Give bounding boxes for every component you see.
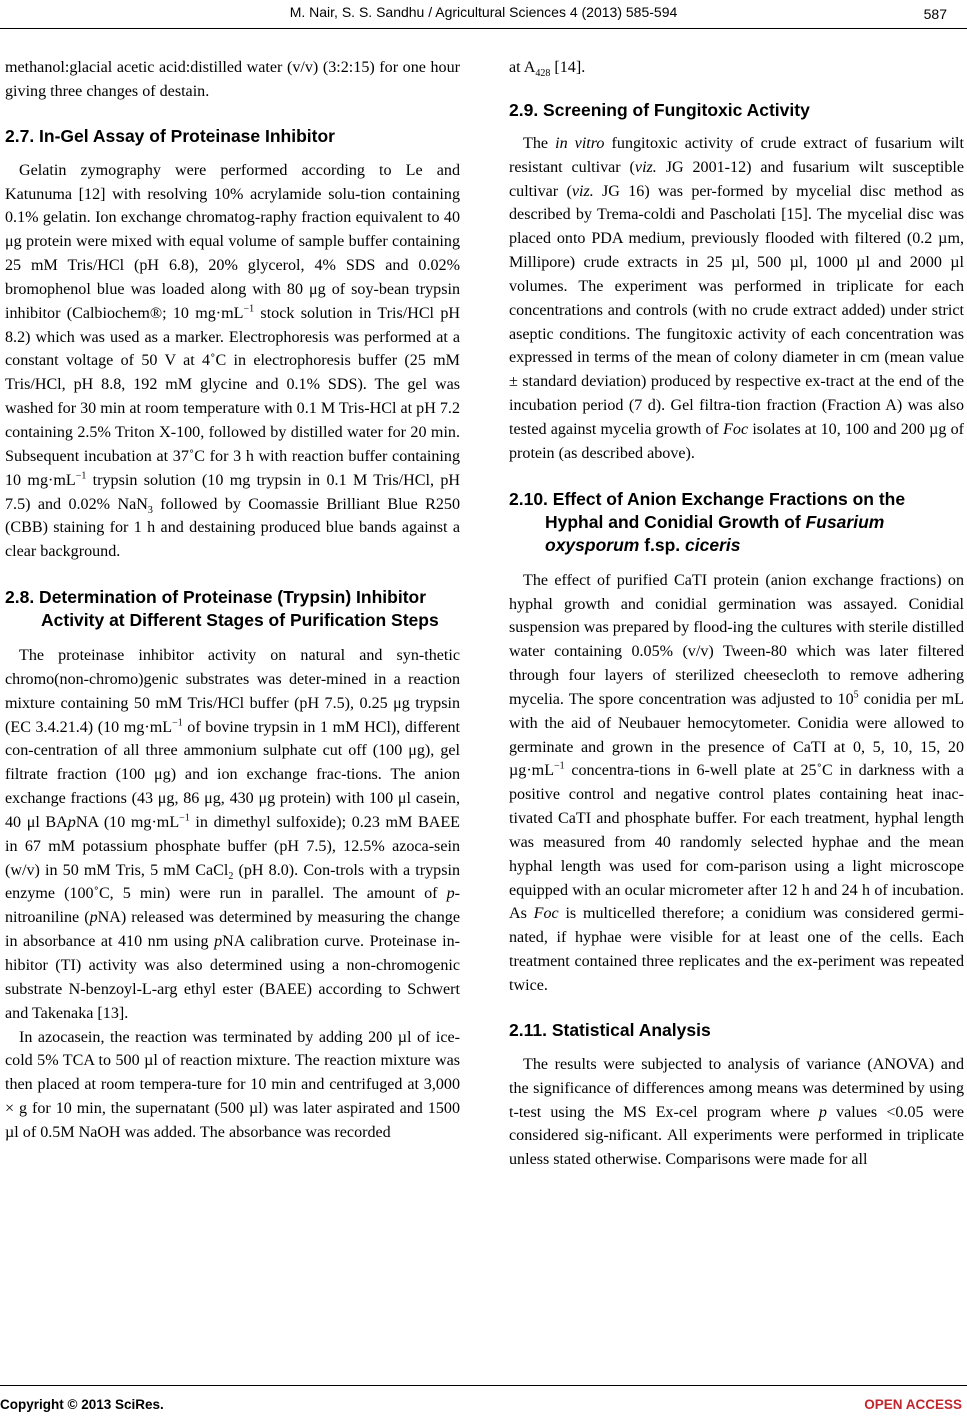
right-column <box>509 56 964 1172</box>
text-fragment: at A <box>509 59 536 76</box>
heading-fragment: f.sp. <box>639 534 686 555</box>
section-2-10-heading <box>509 488 964 557</box>
section-2-11-heading: 2.11. Statistical Analysis <box>509 1019 711 1040</box>
footer-rule <box>0 1385 967 1386</box>
text-subscript: 428 <box>535 68 551 80</box>
text-fragment: [14]. <box>550 59 586 76</box>
paragraph-destain-continued: methanol:glacial acetic acid:distilled water (v/v) (3:2:15) for one hour giving three changes of destain. <box>5 59 460 100</box>
heading-italic: Fusarium oxysporum <box>545 511 885 555</box>
section-2-8-heading: 2.8. Determination of Proteinase (Trypsin) Inhibitor Activity at Different Stages of Purification Steps <box>5 587 439 631</box>
paragraph-fungitoxic: The in vitro fungitoxic activity of crude extract of fusarium wilt resistant cultivar (viz. JG 2001-12) and fusarium wilt susceptible cultivar (viz. JG 16) was per-formed by mycelial disc method as described by Trema-coldi and Pascholati [15]. The mycelial disc was placed onto PDA medium, previously flooded with filtered (0.2 µm, Millipore) crude extracts in 25 µl, 500 µl, 1000 µl and 2000 µl volumes. The experiment was performed in triplicate for each concentrations and controls (with no crude extract added) under strict aseptic conditions. The fungitoxic activity of each concentration was expressed in terms of the mean of colony diameter in cm (mean value ± standard deviation) produced by respective ex-tract at the end of the incubation period (7 d). Gel filtra-tion fraction (Fraction A) was also tested against mycelia growth of Foc isolates at 10, 100 and 200 µg of protein (as described above). <box>509 134 965 462</box>
paragraph-in-gel-assay: Gelatin zymography were performed according to Le and Katunuma [12] with resolving 10% acrylamide solu-tion containing 0.1% gelatin. Ion exchange chromatog-raphy fraction equivalent to 40 μg protein were mixed with equal volume of sample buffer containing 25 mM Tris/HCl (pH 6.8), 20% glycerol, 4% SDS and 0.02% bromophenol blue was loaded along with 80 μg of soy-bean trypsin inhibitor (Calbiochem®; 10 $mg\cdot mL^{-1}$ stock solution in Tris/HCl pH 8.2) which was used as a marker. Electrophoresis was performed at a constant voltage of 50 V at 4˚C in electrophoresis buffer (25 mM Tris/HCl, pH 8.8, 192 mM glycine and 0.1% SDS). The gel was washed for 30 min at room temperature with 0.1 M Tris-HCl at pH 7.2 containing 2.5% Triton X-100, followed by distilled water for 20 min. Subsequent incubation at 37˚C for 3 h with reaction buffer containing 10 $mg\cdot mL^{-1}$ trypsin solution (10 mg trypsin in 0.1 M Tris/HCl, pH 7.5) and 0.02% NaN$_3$ followed by Coomassie Brilliant Blue R250 (CBB) staining for 1 h and destaining produced blue bands against a clear background. <box>5 161 461 561</box>
page-footer <box>0 1397 967 1415</box>
open-access-label: OPEN ACCESS <box>864 1397 962 1412</box>
paragraph-absorbance-continued <box>509 56 964 80</box>
section-2-7-heading: 2.7. In-Gel Assay of Proteinase Inhibitor <box>5 125 335 146</box>
section-2-9-heading: 2.9. Screening of Fungitoxic Activity <box>509 99 810 120</box>
heading-fragment: 2.10. Effect of Anion Exchange Fractions on the Hyphal and Conidial Growth of <box>509 488 906 532</box>
header-rule <box>0 28 967 29</box>
running-title: M. Nair, S. S. Sandhu / Agricultural Sciences 4 (2013) 585-594 <box>289 4 678 20</box>
paragraph-inhibitor-activity: The proteinase inhibitor activity on natural and syn-thetic chromo(non-chromo)genic substrates was deter-mined in a reaction mixture containing 50 mM Tris/HCl buffer (pH 7.5), 0.25 μg trypsin (EC 3.4.21.4) (10 $mg\cdot mL^{-1}$ of bovine trypsin in 1 mM HCl), different con-centration of all three ammonium sulphate cut off (100 μg), gel filtrate fraction (100 μg) and ion exchange frac-tions. The anion exchange fractions (43 μg, 86 μg, 430 μg protein) with 100 μl casein, 40 μl BApNA (10 $mg\cdot mL^{-1}$ in dimethyl sulfoxide); 0.23 mM BAEE in 67 mM potassium phosphate buffer (pH 7.5), 12.5% azoca-sein (w/v) in 50 mM Tris, 5 mM CaCl$_2$ (pH 8.0). Con-trols with a trypsin enzyme (100˚C, 5 min) were run in parallel. The amount of p-nitroaniline (pNA) released was determined by measuring the change in absorbance at 410 nm using pNA calibration curve. Proteinase in-hibitor (TI) activity was also determined using a non-chromogenic substrate N-benzoyl-L-arg ethyl ester (BAEE) according to Schwert and Takenaka [13]. <box>5 647 461 1022</box>
paragraph-statistical-analysis: The results were subjected to analysis of variance (ANOVA) and the significance of differences among means was determined by using t-test using the MS Ex-cel program where p values <0.05 were considered sig-nificant. All experiments were performed in triplicate unless stated otherwise. Comparisons were made for all <box>509 1055 964 1169</box>
page-number: 587 <box>923 6 947 22</box>
paragraph-anion-exchange: The effect of purified CaTI protein (anion exchange fractions) on hyphal growth and conidial germination was assayed. Conidial suspension was prepared by flood-ing the cultures with sterile distilled water containing 0.05% (v/v) Tween-80 which was later filtered through four layers of sterilized cheesecloth to remove adhering mycelia. The spore concentration was adjusted to $10^5$ conidia per mL with the aid of Neubauer hemocytometer. Conidia were allowed to germinate and grown in the presence of CaTI at 0, 5, 10, 15, 20 $\mu g\cdot mL^{-1}$ concentra-tions in 6-well plate at 25˚C in darkness with a positive control and negative control plates containing heat inac-tivated CaTI and phosphate buffer. For each treatment, hyphal length was measured from 40 randomly selected hyphae and the mean hyphal length was used for com-parison using a light microscope equipped with an ocular micrometer after 12 h and 24 h of incubation. As Foc is multicelled therefore; a conidium was considered germi-nated, if hyphae were visible for at least one of the cells. Each treatment contained three replicates and the ex-periment was repeated twice. <box>509 571 964 994</box>
heading-italic: ciceris <box>685 534 741 555</box>
running-header <box>0 4 967 26</box>
copyright-notice: Copyright © 2013 SciRes. <box>0 1397 164 1412</box>
paragraph-azocasein: In azocasein, the reaction was terminated by adding 200 µl of ice-cold 5% TCA to 500 µl of reaction mixture. The reaction mixture was then placed at room tempera-ture for 10 min and centrifuged at 3,000 × g for 10 min, the supernatant (500 µl) was later aspirated and 1500 µl of 0.5M NaOH was added. The absorbance was recorded <box>5 1028 460 1141</box>
left-column <box>5 56 460 1145</box>
